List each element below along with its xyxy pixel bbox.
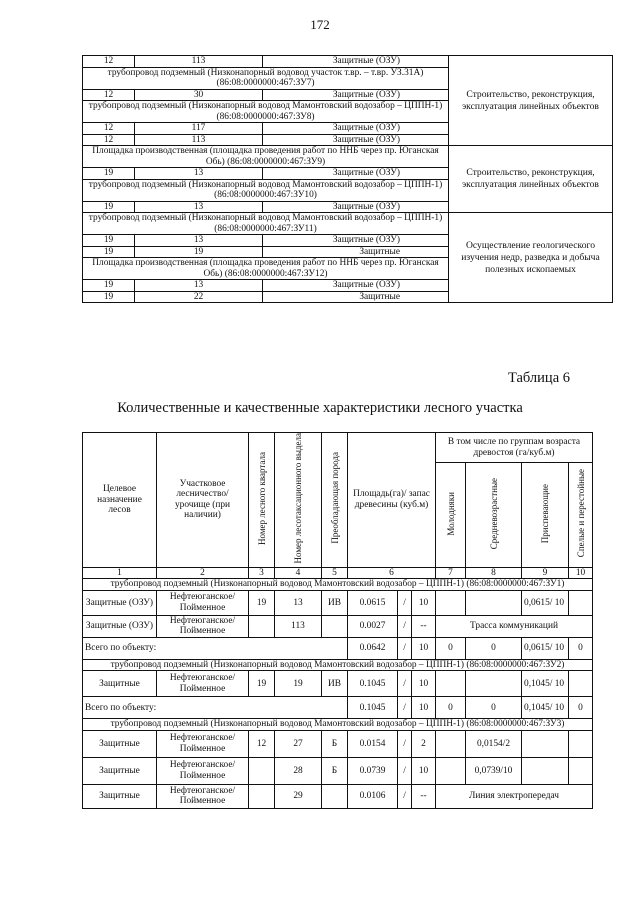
header-quarter: Номер лесного квартала <box>249 433 275 568</box>
table-cell: 19 <box>83 280 135 292</box>
table-cell: Защитные (ОЗУ) <box>263 235 449 247</box>
section-title-row <box>83 579 593 591</box>
table-cell: 12 <box>83 89 135 101</box>
object-description: трубопровод подземный (Низконапорный водовод Мамонтовский водозабор – ЦППН-1) (86:08:0000000:467:ЗУ8) <box>83 101 449 123</box>
header-premature: Приспевающие <box>522 463 569 568</box>
col-number: 10 <box>569 567 593 579</box>
purpose-cell: Строительство, реконструкция, эксплуатация линейных объектов <box>449 56 613 146</box>
table-row: Защитные Нефтеюганское/ Пойменное 19 19 ИВ 0.1045 / 10 0,1045/ 10 <box>83 671 593 697</box>
table-cell: Защитные (ОЗУ) <box>263 168 449 180</box>
purpose-cell: Строительство, реконструкция, эксплуатация линейных объектов <box>449 146 613 213</box>
table-cell: 117 <box>135 123 263 135</box>
table-cell: 12 <box>83 56 135 68</box>
table-row <box>83 56 613 68</box>
header-middle-aged: Средневозрастные <box>466 463 522 568</box>
header-forestry: Участковое лесничество/ урочище (при наличии) <box>157 433 249 568</box>
table-cell: 19 <box>83 201 135 213</box>
table-cell: 113 <box>135 134 263 146</box>
top-table <box>82 55 613 303</box>
purpose-cell: Осуществление геологического изучения недр, разведка и добыча полезных ископаемых <box>449 213 613 303</box>
table-cell: Защитные (ОЗУ) <box>263 123 449 135</box>
col-number: 3 <box>249 567 275 579</box>
table-row: Всего по объекту: 0.1045 / 10 0 0 0,1045/ 10 0 <box>83 697 593 719</box>
object-description: Площадка производственная (площадка проведения работ по ННБ через пр. Юганская Обь) (86:08:0000000:467:ЗУ9) <box>83 146 449 168</box>
table-cell: 13 <box>135 235 263 247</box>
col-number: 4 <box>275 567 322 579</box>
table-cell: Защитные <box>263 291 449 303</box>
col-number: 7 <box>436 567 466 579</box>
table-cell: Защитные <box>263 246 449 258</box>
table-cell: 19 <box>83 291 135 303</box>
object-description: Площадка производственная (площадка проведения работ по ННБ через пр. Юганская Обь) (86:08:0000000:467:ЗУ12) <box>83 258 449 280</box>
table-row <box>83 146 613 168</box>
table-cell: 19 <box>83 246 135 258</box>
forest-characteristics-table <box>82 432 593 809</box>
header-young: Молодняки <box>436 463 466 568</box>
col-number: 2 <box>157 567 249 579</box>
col-number: 8 <box>466 567 522 579</box>
table-cell: 19 <box>83 168 135 180</box>
table-cell: 13 <box>135 168 263 180</box>
table-cell: Защитные (ОЗУ) <box>263 56 449 68</box>
object-description: трубопровод подземный (Низконапорный водовод участок т.вр. – т.вр. УЗ.31А) (86:08:0000000:467:ЗУ7) <box>83 67 449 89</box>
object-description: трубопровод подземный (Низконапорный водовод Мамонтовский водозабор – ЦППН-1) (86:08:0000000:467:ЗУ10) <box>83 179 449 201</box>
table-row: Защитные Нефтеюганское/ Пойменное 29 0.0106 / -- Линия электропередач <box>83 784 593 808</box>
col-number: 6 <box>348 567 436 579</box>
table-cell: 22 <box>135 291 263 303</box>
table-label: Таблица 6 <box>507 370 570 386</box>
total-label: Всего по объекту: <box>83 697 348 719</box>
header-mature: Спелые и перестойные <box>569 463 593 568</box>
table-row: Защитные (ОЗУ) Нефтеюганское/ Пойменное 113 0.0027 / -- Трасса коммуникаций <box>83 615 593 637</box>
note-cell: Трасса коммуникаций <box>436 615 593 637</box>
header-row <box>83 433 593 463</box>
col-number: 9 <box>522 567 569 579</box>
table-row: Защитные Нефтеюганское/ Пойменное 12 27 Б 0.0154 / 2 0,0154/2 <box>83 730 593 757</box>
table-cell: 19 <box>83 235 135 247</box>
table-row <box>83 213 613 235</box>
table-cell: 19 <box>135 246 263 258</box>
header-purpose: Целевое назначение лесов <box>83 433 157 568</box>
section-title-row <box>83 719 593 731</box>
table-cell: 12 <box>83 134 135 146</box>
table-cell: Защитные (ОЗУ) <box>263 134 449 146</box>
section-title-row <box>83 659 593 671</box>
table-cell: 13 <box>135 280 263 292</box>
total-label: Всего по объекту: <box>83 637 348 659</box>
table-cell: 12 <box>83 123 135 135</box>
column-number-row <box>83 567 593 579</box>
section-title: трубопровод подземный (Низконапорный водовод Мамонтовский водозабор – ЦППН-1) (86:08:0000000:467:ЗУ2) <box>83 659 593 671</box>
table-title: Количественные и качественные характеристики лесного участка <box>117 400 523 416</box>
table-cell: Защитные (ОЗУ) <box>263 89 449 101</box>
table-cell: 30 <box>135 89 263 101</box>
object-description: трубопровод подземный (Низконапорный водовод Мамонтовский водозабор – ЦППН-1) (86:08:0000000:467:ЗУ11) <box>83 213 449 235</box>
col-number: 1 <box>83 567 157 579</box>
table-cell: 113 <box>135 56 263 68</box>
table-cell: Защитные (ОЗУ) <box>263 201 449 213</box>
page-number: 172 <box>310 17 330 32</box>
section-title: трубопровод подземный (Низконапорный водовод Мамонтовский водозабор – ЦППН-1) (86:08:0000000:467:ЗУ1) <box>83 579 593 591</box>
header-species: Преобладающая порода <box>322 433 348 568</box>
note-cell: Линия электропередач <box>436 784 593 808</box>
table-row: Защитные (ОЗУ) Нефтеюганское/ Пойменное 19 13 ИВ 0.0615 / 10 0,0615/ 10 <box>83 590 593 615</box>
table-cell: Защитные (ОЗУ) <box>263 280 449 292</box>
header-age-groups: В том числе по группам возраста древостоя (га/куб.м) <box>436 433 593 463</box>
col-number: 5 <box>322 567 348 579</box>
header-allotment: Номер лесотаксационного выдела <box>275 433 322 568</box>
table-row: Защитные Нефтеюганское/ Пойменное 28 Б 0.0739 / 10 0,0739/10 <box>83 757 593 784</box>
header-area: Площадь(га)/ запас древесины (куб.м) <box>348 433 436 568</box>
table-row: Всего по объекту: 0.0642 / 10 0 0 0,0615/ 10 0 <box>83 637 593 659</box>
table-cell: 13 <box>135 201 263 213</box>
section-title: трубопровод подземный (Низконапорный водовод Мамонтовский водозабор – ЦППН-1) (86:08:0000000:467:ЗУ3) <box>83 719 593 731</box>
